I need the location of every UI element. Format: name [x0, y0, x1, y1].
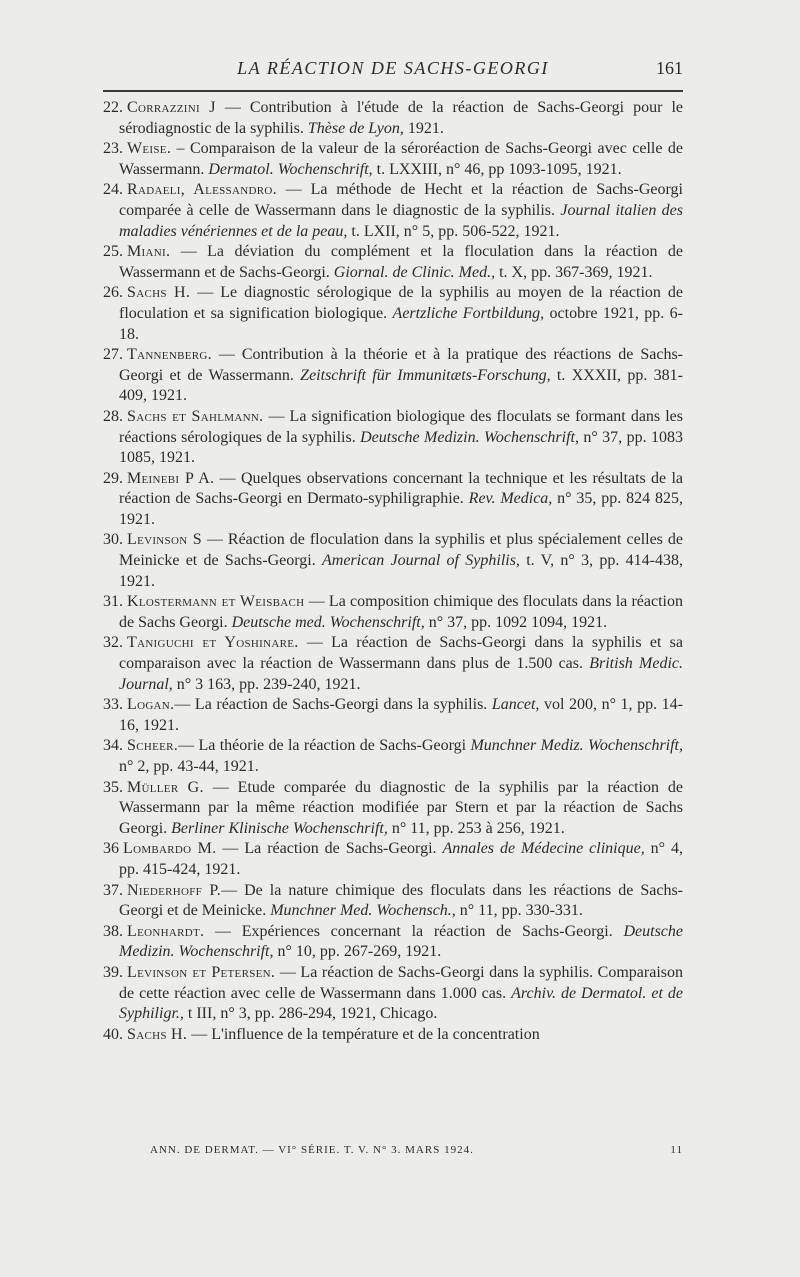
reference-author: Tannenberg.	[127, 346, 212, 364]
reference-number: 28.	[103, 407, 123, 425]
reference-text: — Expériences concernant la réaction de Sachs-Georgi.	[204, 922, 624, 940]
footer-citation: ANN. DE DERMAT. — VI° SÉRIE. T. V. N° 3. MARS 1924.	[150, 1144, 474, 1156]
reference-entry	[103, 283, 683, 345]
reference-entry	[103, 592, 683, 633]
reference-journal: American Journal of Syphilis,	[322, 552, 520, 570]
reference-number: 37.	[103, 881, 123, 899]
reference-author: Levinson et Petersen.	[127, 963, 276, 981]
reference-entry	[103, 633, 683, 695]
reference-text: — Etude comparée du diagnostic de la syphilis par la réaction de Wassermann par la même réaction modifiée par Stern et par la réaction de Sachs Georgi.	[119, 778, 683, 837]
page-number: 161	[656, 58, 683, 78]
reference-text: — Réaction de floculation dans la syphilis et plus spécialement celles de Meinicke et de Sachs-Georgi.	[119, 531, 683, 570]
running-title: LA RÉACTION DE SACHS-GEORGI	[237, 58, 549, 78]
reference-text: — La déviation du complément et la floculation dans la réaction de Wassermann et de Sachs-Georgi.	[119, 243, 683, 281]
reference-number: 32.	[103, 634, 123, 652]
reference-text: — Le diagnostic sérologique de la syphilis au moyen de la réaction de floculation et sa signification biologique.	[119, 284, 683, 322]
reference-entry	[103, 180, 683, 242]
reference-author: Miani.	[127, 243, 171, 261]
reference-number: 35.	[103, 778, 123, 796]
reference-journal: Annales de Médecine clinique,	[442, 840, 645, 858]
reference-author: Logan.	[127, 696, 175, 714]
reference-entry	[103, 469, 683, 531]
reference-text: – Comparaison de la valeur de la séroréaction de Sachs-Georgi avec celle de Wassermann.	[119, 140, 683, 178]
reference-journal: Deutsche Medizin. Wochenschrift,	[360, 428, 579, 446]
reference-number: 39.	[103, 963, 123, 981]
reference-details: n° 10, pp. 267-269, 1921.	[273, 943, 442, 961]
reference-author: Weise.	[127, 140, 172, 158]
reference-author: Taniguchi et Yoshinare.	[127, 634, 299, 652]
reference-author: Müller G.	[127, 778, 204, 796]
reference-number: 40.	[103, 1025, 123, 1043]
reference-journal: Dermatol. Wochenschrift,	[208, 160, 373, 178]
reference-details: t III, n° 3, pp. 286-294, 1921, Chicago.	[183, 1005, 438, 1023]
reference-text: — Quelques observations concernant la technique et les résultats de la réaction de Sachs-Georgi en Dermato-syphiligraphie.	[119, 469, 683, 508]
reference-entry	[103, 530, 683, 592]
reference-details: n° 11, pp. 253 à 256, 1921.	[387, 819, 565, 837]
reference-author: Radaeli, Alessandro.	[127, 181, 277, 199]
reference-text: — Contribution à la théorie et à la pratique des réactions de Sachs-Georgi et de Wassermann.	[119, 346, 683, 384]
reference-number: 26.	[103, 284, 123, 302]
reference-text: — La réaction de Sachs-Georgi dans la syphilis et sa comparaison avec la réaction de Wassermann dans plus de 1.500 cas.	[119, 634, 683, 673]
reference-number: 38.	[103, 922, 123, 940]
reference-text: — La composition chimique des floculats dans la réaction de Sachs Georgi.	[119, 593, 684, 631]
header-rule	[103, 90, 683, 92]
reference-details: n° 35, pp. 824 825, 1921.	[119, 490, 683, 528]
reference-details: octobre 1921, pp. 6-18.	[119, 304, 683, 343]
reference-number: 24.	[103, 181, 123, 199]
reference-details: t. X, pp. 367-369, 1921.	[495, 263, 653, 281]
reference-journal: Munchner Mediz. Wochenschrift,	[470, 737, 683, 755]
footer-signature: 11	[670, 1144, 683, 1156]
reference-entry	[103, 345, 683, 407]
reference-author: Corrazzini J	[127, 99, 216, 116]
reference-number: 22.	[103, 99, 123, 116]
reference-number: 29.	[103, 469, 123, 487]
reference-author: Meinebi P A.	[127, 469, 215, 487]
reference-journal: Lancet,	[491, 696, 540, 714]
reference-text: — La réaction de Sachs-Georgi dans la syphilis. Comparaison de cette réaction avec celle de Wassermann dans 1.000 cas.	[119, 963, 684, 1002]
reference-entry	[103, 1025, 683, 1046]
reference-text: — La réaction de Sachs-Georgi.	[216, 840, 443, 858]
reference-details: n° 11, pp. 330-331.	[455, 902, 583, 920]
reference-list	[103, 98, 683, 1045]
reference-number: 27.	[103, 346, 123, 364]
reference-journal: Rev. Medica,	[468, 490, 553, 508]
reference-text: — La réaction de Sachs-Georgi dans la syphilis.	[174, 696, 492, 714]
reference-text: — La théorie de la réaction de Sachs-Georgi	[178, 737, 471, 755]
reference-text: — Contribution à l'étude de la réaction de Sachs-Georgi pour le sérodiagnostic de la syphilis.	[119, 99, 683, 137]
reference-text: — La méthode de Hecht et la réaction de Sachs-Georgi comparée à celle de Wassermann dans le diagnostic de la syphilis.	[119, 181, 683, 219]
reference-journal: Aertzliche Fortbildung,	[392, 304, 545, 322]
reference-number: 34.	[103, 737, 123, 755]
reference-author: Sachs H.	[127, 284, 191, 302]
reference-details: n° 37, pp. 1092 1094, 1921.	[424, 613, 608, 631]
reference-details: n° 3 163, pp. 239-240, 1921.	[172, 675, 361, 693]
reference-entry	[103, 242, 683, 283]
reference-entry	[103, 881, 683, 922]
reference-details: n° 2, pp. 43-44, 1921.	[119, 758, 259, 775]
reference-journal: Thèse de Lyon,	[307, 119, 404, 137]
reference-author: Niederhoff P.	[127, 881, 222, 899]
reference-entry	[103, 407, 683, 469]
reference-journal: Archiv. de Dermatol. et de Syphiligr.,	[119, 984, 683, 1023]
reference-entry	[103, 922, 683, 963]
reference-entry	[103, 695, 683, 736]
reference-entry	[103, 736, 683, 777]
reference-entry	[103, 98, 683, 139]
reference-author: Levinson S	[127, 531, 202, 549]
reference-details: t. LXXIII, n° 46, pp 1093-1095, 1921.	[372, 160, 622, 178]
reference-details: n° 4, pp. 415-424, 1921.	[119, 840, 683, 878]
reference-author: Lombardo M.	[123, 840, 217, 858]
reference-number: 36	[103, 840, 119, 858]
page-header	[103, 58, 683, 88]
reference-author: Leonhardt.	[127, 922, 205, 940]
reference-number: 30.	[103, 531, 123, 549]
page-footer	[150, 1144, 683, 1156]
reference-author: Sachs H.	[127, 1025, 188, 1043]
reference-journal: Munchner Med. Wochensch.,	[270, 902, 456, 920]
reference-text: — De la nature chimique des floculats dans les réactions de Sachs-Georgi et de Meinicke.	[119, 881, 684, 920]
reference-journal: Journal italien des maladies vénériennes et de la peau,	[119, 201, 684, 240]
reference-author: Scheer.	[127, 737, 179, 755]
reference-journal: British Medic. Journal,	[119, 655, 683, 693]
reference-text: — L'influence de la température et de la concentration	[187, 1025, 540, 1043]
reference-author: Klostermann et Weisbach	[127, 593, 305, 611]
reference-journal: Zeitschrift für Immunitæts-Forschung,	[300, 366, 551, 384]
reference-details: n° 37, pp. 1083 1085, 1921.	[119, 428, 684, 467]
reference-journal: Deutsche med. Wochenschrift,	[231, 613, 425, 631]
reference-number: 25.	[103, 243, 123, 261]
reference-details: t. V, n° 3, pp. 414-438, 1921.	[119, 552, 683, 590]
reference-text: — La signification biologique des floculats se formant dans les réactions sérologiques de la syphilis.	[119, 407, 684, 446]
reference-entry	[103, 778, 683, 840]
reference-journal: Berliner Klinische Wochenschrift,	[171, 819, 388, 837]
reference-journal: Giornal. de Clinic. Med.,	[333, 263, 496, 281]
reference-details: vol 200, n° 1, pp. 14-16, 1921.	[119, 696, 684, 734]
reference-details: 1921.	[403, 119, 444, 137]
reference-number: 31.	[103, 593, 123, 611]
reference-journal: Deutsche Medizin. Wochenschrift,	[119, 922, 683, 961]
reference-details: t. LXII, n° 5, pp. 506-522, 1921.	[347, 222, 560, 240]
reference-details: t. XXXII, pp. 381-409, 1921.	[119, 366, 684, 405]
reference-number: 23.	[103, 140, 123, 158]
reference-entry	[103, 839, 683, 880]
reference-author: Sachs et Sahlmann.	[127, 407, 264, 425]
reference-number: 33.	[103, 696, 123, 714]
reference-entry	[103, 139, 683, 180]
reference-entry	[103, 963, 683, 1025]
